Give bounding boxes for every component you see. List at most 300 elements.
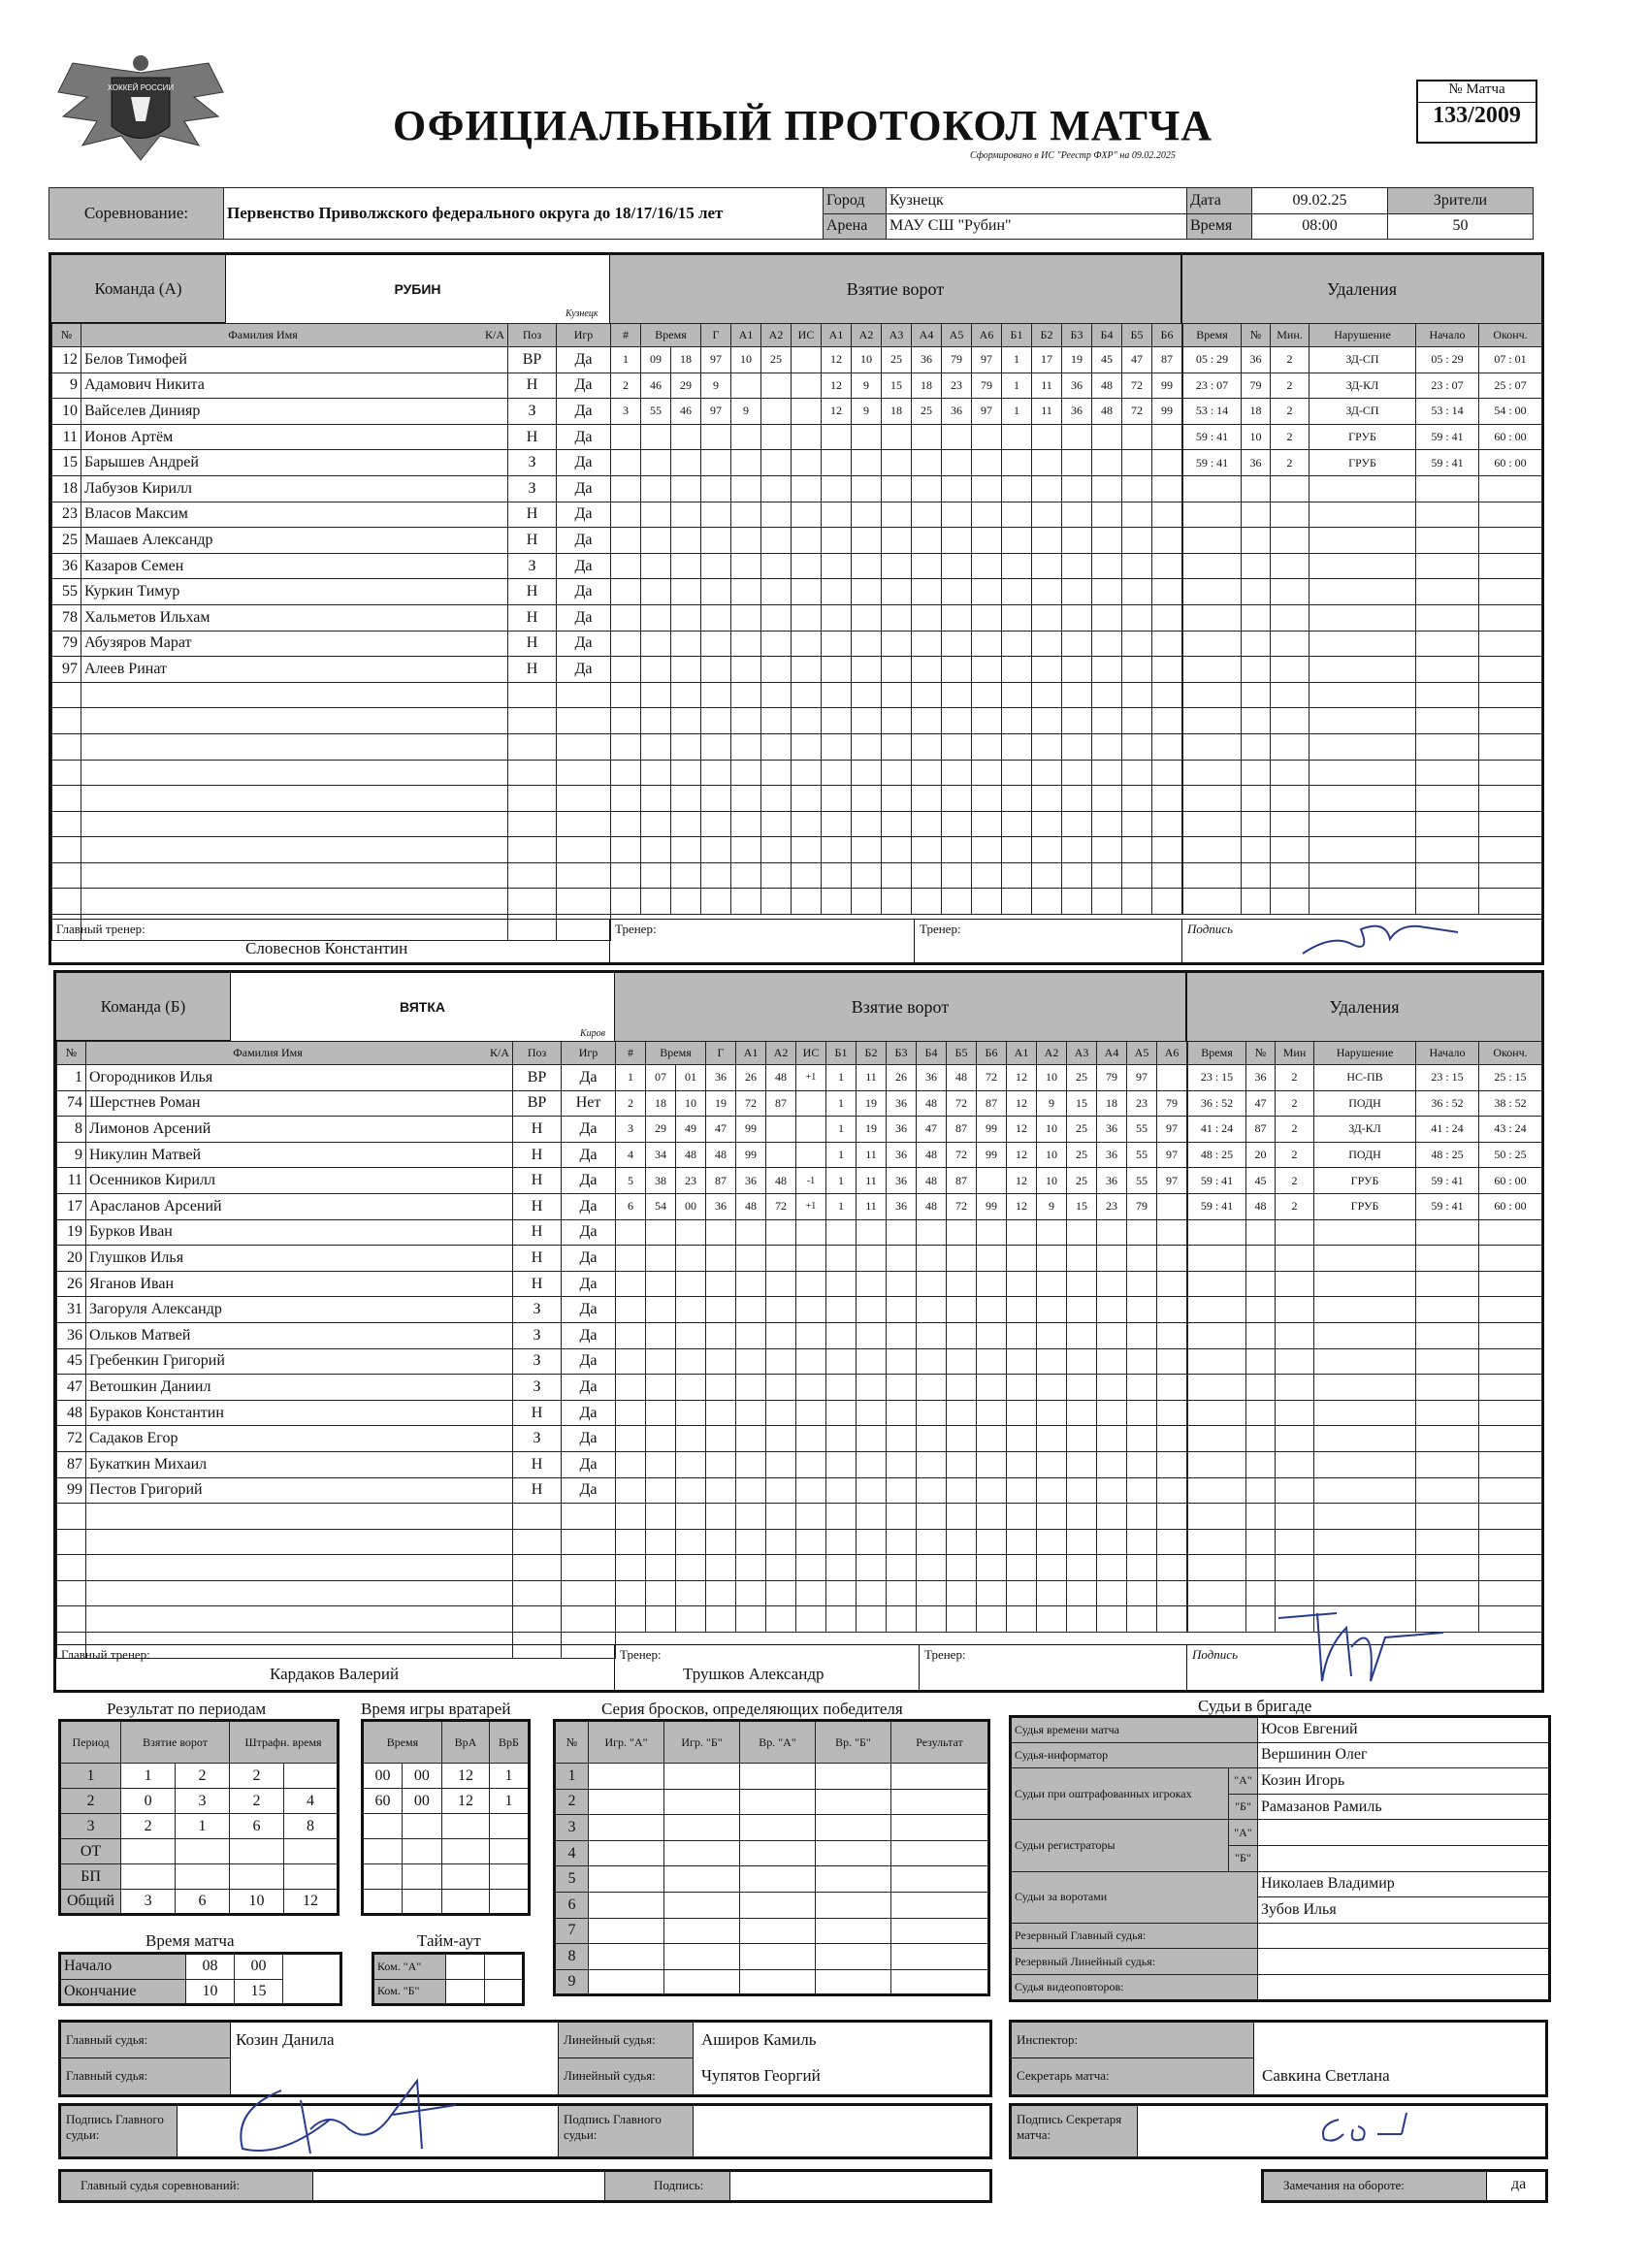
goal-cell xyxy=(822,811,852,837)
penalty-time xyxy=(1188,1271,1246,1297)
goal-cell xyxy=(736,1297,766,1323)
goal-cell xyxy=(822,475,852,502)
goal-cell xyxy=(917,1246,947,1272)
shootout-cell xyxy=(891,1969,989,1995)
goalie-value xyxy=(490,1814,530,1839)
goal-cell xyxy=(1122,604,1152,631)
penalty-start xyxy=(1416,604,1479,631)
player-name: Барышев Андрей xyxy=(81,450,508,476)
penalty-time xyxy=(1183,579,1242,605)
goal-cell xyxy=(857,1246,887,1272)
goal-cell: 99 xyxy=(736,1117,766,1143)
goal-cell xyxy=(706,1529,736,1555)
penalty-end xyxy=(1479,889,1542,915)
goal-cell xyxy=(942,579,972,605)
penalty-time xyxy=(1188,1322,1246,1348)
goal-cell xyxy=(972,604,1002,631)
penalty-player xyxy=(1246,1555,1276,1581)
goal-cell xyxy=(641,657,671,683)
player-played: Нет xyxy=(562,1090,616,1117)
penalty-time: 05 : 29 xyxy=(1183,347,1242,373)
goal-cell: 00 xyxy=(676,1193,706,1219)
player-name: Машаев Александр xyxy=(81,528,508,554)
goal-row xyxy=(611,502,1182,528)
goal-cell xyxy=(826,1322,857,1348)
player-position: З xyxy=(513,1297,562,1323)
team-a-label: Команда (А) xyxy=(51,255,226,323)
penalty-infraction xyxy=(1310,604,1416,631)
period-value xyxy=(230,1864,284,1890)
player-position xyxy=(508,837,557,863)
goal-cell xyxy=(1067,1555,1097,1581)
goal-cell xyxy=(792,424,822,450)
player-row xyxy=(57,1117,616,1143)
team-a-head-coach: Словеснов Константин xyxy=(245,939,408,957)
player-played: Да xyxy=(562,1193,616,1219)
goal-cell xyxy=(977,1271,1007,1297)
penalty-row xyxy=(1183,579,1542,605)
periods-h-goals: Взятие ворот xyxy=(121,1721,230,1764)
team-b-head-coach-label: Главный тренер: xyxy=(61,1647,150,1662)
goal-cell xyxy=(977,1426,1007,1452)
referee-signature xyxy=(223,2061,495,2168)
goal-judge-2: Зубов Илья xyxy=(1258,1897,1550,1924)
goal-cell xyxy=(857,1451,887,1477)
shootout-cell xyxy=(740,1944,816,1970)
team-a-coach2-label: Тренер: xyxy=(915,919,1182,965)
player-played: Да xyxy=(557,347,611,373)
goal-cell xyxy=(947,1606,977,1633)
shootout-cell xyxy=(816,1892,891,1918)
penalty-time: 53 : 14 xyxy=(1183,399,1242,425)
goal-cell xyxy=(882,889,912,915)
goal-cell: 19 xyxy=(857,1090,887,1117)
goal-cell xyxy=(761,553,792,579)
goal-cell: 72 xyxy=(947,1193,977,1219)
goal-cell xyxy=(796,1400,826,1426)
goal-cell xyxy=(611,682,641,708)
penalty-row xyxy=(1183,811,1542,837)
penalty-start xyxy=(1416,889,1479,915)
goal-cell xyxy=(852,475,882,502)
linesman-2-label: Линейный судья: xyxy=(558,2058,694,2094)
column-header: Б3 xyxy=(887,1042,917,1065)
goal-cell xyxy=(646,1322,676,1348)
shootout-cell xyxy=(891,1789,989,1815)
goal-cell xyxy=(641,579,671,605)
goal-cell xyxy=(1127,1246,1157,1272)
goal-cell xyxy=(977,1219,1007,1246)
goal-cell xyxy=(731,604,761,631)
goal-cell xyxy=(616,1400,646,1426)
penalty-end: 07 : 01 xyxy=(1479,347,1542,373)
goal-cell xyxy=(761,631,792,657)
goal-cell xyxy=(977,1375,1007,1401)
player-position: Н xyxy=(508,528,557,554)
goal-cell xyxy=(792,889,822,915)
goal-cell xyxy=(852,733,882,760)
penalty-end xyxy=(1479,1246,1542,1272)
penalty-end: 60 : 00 xyxy=(1479,1193,1542,1219)
goal-cell: 23 xyxy=(676,1168,706,1194)
goal-cell xyxy=(761,450,792,476)
player-row xyxy=(52,733,611,760)
penalty-row xyxy=(1183,502,1542,528)
shootout-cell xyxy=(664,1815,740,1841)
goal-cell xyxy=(887,1348,917,1375)
penalty-row xyxy=(1183,528,1542,554)
goal-cell xyxy=(646,1219,676,1246)
goal-row xyxy=(611,373,1182,399)
goal-cell xyxy=(822,786,852,812)
player-position: З xyxy=(513,1348,562,1375)
goal-row xyxy=(616,1375,1187,1401)
goal-cell xyxy=(1062,604,1092,631)
shootout-cell xyxy=(589,1918,664,1944)
team-b-coach2-label: Тренер: xyxy=(920,1644,1187,1691)
penalty-infraction xyxy=(1310,837,1416,863)
goal-cell xyxy=(766,1477,796,1504)
column-header: № xyxy=(555,1721,589,1764)
goal-cell xyxy=(1152,631,1182,657)
penalty-start xyxy=(1416,1246,1479,1272)
goal-cell xyxy=(1067,1400,1097,1426)
goal-cell xyxy=(1152,475,1182,502)
goal-cell xyxy=(977,1529,1007,1555)
penalty-row xyxy=(1188,1451,1542,1477)
goal-cell: 72 xyxy=(736,1090,766,1117)
goal-cell xyxy=(912,475,942,502)
player-name: Алеев Ринат xyxy=(81,657,508,683)
goal-cell: 99 xyxy=(977,1193,1007,1219)
goal-cell xyxy=(1157,1504,1187,1530)
penalty-player xyxy=(1242,837,1271,863)
penalty-player xyxy=(1242,682,1271,708)
goal-cell xyxy=(826,1477,857,1504)
penalty-row xyxy=(1188,1400,1542,1426)
player-name xyxy=(81,837,508,863)
goal-cell xyxy=(1062,760,1092,786)
penalty-time xyxy=(1183,657,1242,683)
penalty-row xyxy=(1188,1529,1542,1555)
goal-cell xyxy=(1002,553,1032,579)
player-position: Н xyxy=(513,1117,562,1143)
shootout-cell xyxy=(816,1764,891,1790)
goal-cell: 11 xyxy=(857,1168,887,1194)
player-name: Шерстнев Роман xyxy=(86,1090,513,1117)
goal-cell xyxy=(736,1426,766,1452)
goal-cell xyxy=(1032,631,1062,657)
penalty-player xyxy=(1242,502,1271,528)
goal-cell xyxy=(1007,1400,1037,1426)
goal-cell xyxy=(1157,1400,1187,1426)
shootout-cell xyxy=(664,1918,740,1944)
goal-cell xyxy=(857,1529,887,1555)
goal-cell: 72 xyxy=(1122,399,1152,425)
player-played xyxy=(557,760,611,786)
player-number: 97 xyxy=(52,657,81,683)
penalty-minutes xyxy=(1271,631,1310,657)
goal-cell xyxy=(1097,1451,1127,1477)
column-header: Начало xyxy=(1416,324,1479,347)
player-played xyxy=(562,1555,616,1581)
player-row xyxy=(57,1219,616,1246)
shootout-cell xyxy=(589,1815,664,1841)
goal-cell xyxy=(706,1606,736,1633)
shootout-row xyxy=(555,1918,989,1944)
goal-cell xyxy=(611,786,641,812)
player-number xyxy=(57,1529,86,1555)
goal-cell xyxy=(826,1426,857,1452)
player-name xyxy=(81,760,508,786)
goal-cell xyxy=(887,1297,917,1323)
goalie-value xyxy=(441,1839,489,1864)
player-number: 8 xyxy=(57,1117,86,1143)
period-name: Общий xyxy=(60,1890,121,1915)
player-position: З xyxy=(513,1426,562,1452)
date-label: Дата xyxy=(1187,188,1252,214)
inspector-box xyxy=(1009,2020,1548,2097)
penalty-infraction xyxy=(1314,1529,1416,1555)
penalty-row xyxy=(1183,760,1542,786)
goal-cell xyxy=(1062,811,1092,837)
penalty-b-value: Рамазанов Рамиль xyxy=(1258,1794,1550,1820)
goal-cell xyxy=(917,1322,947,1348)
player-position: Н xyxy=(513,1451,562,1477)
column-header: Вр. "Б" xyxy=(816,1721,891,1764)
match-start-min: 00 xyxy=(235,1954,283,1980)
player-name xyxy=(81,889,508,915)
goal-cell xyxy=(1067,1246,1097,1272)
player-played: Да xyxy=(557,450,611,476)
team-b-head-coach: Кардаков Валерий xyxy=(270,1665,400,1683)
period-value xyxy=(176,1839,230,1864)
penalty-b-label: "Б" xyxy=(1229,1794,1258,1820)
match-end-min: 15 xyxy=(235,1979,283,2005)
goal-cell xyxy=(942,502,972,528)
goal-row xyxy=(611,760,1182,786)
goal-cell: 36 xyxy=(887,1193,917,1219)
period-row xyxy=(60,1864,339,1890)
player-name: Власов Максим xyxy=(81,502,508,528)
goal-cell xyxy=(882,553,912,579)
goal-cell xyxy=(616,1477,646,1504)
goal-cell xyxy=(852,708,882,734)
goal-cell xyxy=(641,733,671,760)
match-number-label: № Матча xyxy=(1418,81,1536,103)
penalty-end xyxy=(1479,1297,1542,1323)
goal-cell xyxy=(1037,1297,1067,1323)
period-value: 1 xyxy=(121,1764,176,1789)
penalty-minutes: 2 xyxy=(1271,424,1310,450)
goal-cell xyxy=(882,475,912,502)
penalty-start xyxy=(1416,862,1479,889)
goal-cell xyxy=(1157,1451,1187,1477)
penalty-minutes xyxy=(1276,1529,1314,1555)
goal-cell xyxy=(1062,889,1092,915)
goal-cell xyxy=(1122,760,1152,786)
player-name: Белов Тимофей xyxy=(81,347,508,373)
goal-cell xyxy=(882,502,912,528)
goal-cell xyxy=(826,1555,857,1581)
goal-cell xyxy=(1092,786,1122,812)
column-header: А6 xyxy=(972,324,1002,347)
goal-cell xyxy=(1067,1451,1097,1477)
penalty-start xyxy=(1416,786,1479,812)
goal-cell xyxy=(917,1426,947,1452)
goal-cell xyxy=(852,502,882,528)
goal-cell xyxy=(1007,1375,1037,1401)
goalie-value xyxy=(402,1814,441,1839)
player-row xyxy=(57,1090,616,1117)
goal-cell xyxy=(792,733,822,760)
goal-cell xyxy=(792,579,822,605)
spectators-label: Зрители xyxy=(1388,188,1534,214)
goalie-row xyxy=(363,1789,530,1814)
goal-cell: 12 xyxy=(1007,1117,1037,1143)
goal-cell xyxy=(796,1271,826,1297)
timekeeper-label: Судья времени матча xyxy=(1011,1717,1258,1743)
goal-cell xyxy=(646,1504,676,1530)
goal-cell xyxy=(882,786,912,812)
goal-cell xyxy=(947,1504,977,1530)
penalty-player xyxy=(1242,604,1271,631)
goal-cell xyxy=(826,1606,857,1633)
penalty-player xyxy=(1242,553,1271,579)
goal-row xyxy=(616,1246,1187,1272)
player-played: Да xyxy=(562,1322,616,1348)
player-position xyxy=(508,760,557,786)
penalty-time xyxy=(1188,1555,1246,1581)
goal-cell xyxy=(1122,862,1152,889)
shootout-title: Серия бросков, определяющих победителя xyxy=(601,1700,903,1718)
goal-cell xyxy=(706,1504,736,1530)
goal-cell xyxy=(887,1606,917,1633)
goal-cell xyxy=(852,553,882,579)
penalty-end xyxy=(1479,475,1542,502)
goal-cell: 48 xyxy=(917,1142,947,1168)
penalty-end: 25 : 15 xyxy=(1479,1065,1542,1091)
goal-cell xyxy=(1092,733,1122,760)
goal-cell: 07 xyxy=(646,1065,676,1091)
goal-cell xyxy=(1062,528,1092,554)
referee-2-label: Главный судья: xyxy=(61,2058,231,2094)
player-number: 36 xyxy=(57,1322,86,1348)
column-header: Б6 xyxy=(977,1042,1007,1065)
goal-cell xyxy=(1067,1322,1097,1348)
goal-cell xyxy=(912,631,942,657)
goal-cell xyxy=(857,1271,887,1297)
penalty-player: 48 xyxy=(1246,1193,1276,1219)
goal-cell: 11 xyxy=(857,1065,887,1091)
goal-cell xyxy=(852,604,882,631)
goal-row xyxy=(616,1348,1187,1375)
penalty-minutes xyxy=(1271,475,1310,502)
goal-cell xyxy=(972,450,1002,476)
goal-cell xyxy=(1097,1219,1127,1246)
player-name: Яганов Иван xyxy=(86,1271,513,1297)
goal-cell xyxy=(1002,682,1032,708)
shootout-cell xyxy=(816,1918,891,1944)
periods-h-pim: Штрафн. время xyxy=(230,1721,339,1764)
goal-cell xyxy=(1157,1580,1187,1606)
goal-cell xyxy=(641,811,671,837)
goal-cell xyxy=(857,1426,887,1452)
penalty-minutes xyxy=(1271,786,1310,812)
goal-cell: 79 xyxy=(1157,1090,1187,1117)
goal-cell xyxy=(671,450,701,476)
player-position xyxy=(513,1504,562,1530)
goal-cell xyxy=(792,553,822,579)
goal-cell xyxy=(942,682,972,708)
goal-cell xyxy=(1032,475,1062,502)
player-number: 36 xyxy=(52,553,81,579)
column-header: Б1 xyxy=(1002,324,1032,347)
goal-cell xyxy=(947,1451,977,1477)
goal-cell xyxy=(706,1555,736,1581)
goal-cell xyxy=(1007,1348,1037,1375)
goal-cell xyxy=(796,1142,826,1168)
goal-cell xyxy=(766,1580,796,1606)
goal-cell xyxy=(1097,1246,1127,1272)
player-name: Куркин Тимур xyxy=(81,579,508,605)
player-played xyxy=(562,1529,616,1555)
player-position: Н xyxy=(508,579,557,605)
goalie-value xyxy=(363,1890,403,1915)
timeout-a-label: Ком. "А" xyxy=(373,1954,446,1980)
goalie-value: 1 xyxy=(490,1764,530,1789)
goal-cell xyxy=(912,528,942,554)
timeout-table xyxy=(372,1952,525,2006)
goal-row xyxy=(616,1529,1187,1555)
goal-cell: 55 xyxy=(1127,1117,1157,1143)
player-number xyxy=(52,811,81,837)
goal-cell xyxy=(882,450,912,476)
goal-cell: 25 xyxy=(882,347,912,373)
goalie-value xyxy=(402,1839,441,1864)
goal-row xyxy=(616,1090,1187,1117)
goal-cell xyxy=(761,579,792,605)
team-a-goals-table xyxy=(610,323,1182,915)
goal-cell xyxy=(736,1271,766,1297)
column-header: ИС xyxy=(796,1042,826,1065)
player-number: 47 xyxy=(57,1375,86,1401)
player-name xyxy=(86,1606,513,1633)
goal-cell: 9 xyxy=(1037,1090,1067,1117)
penalty-end xyxy=(1479,837,1542,863)
goal-cell: 15 xyxy=(1067,1193,1097,1219)
penalty-row xyxy=(1183,889,1542,915)
goal-cell: 36 xyxy=(887,1168,917,1194)
goal-cell xyxy=(706,1375,736,1401)
team-b-coach-label: Тренер: xyxy=(620,1647,662,1662)
goal-cell xyxy=(977,1168,1007,1194)
player-number: 11 xyxy=(57,1168,86,1194)
goal-cell xyxy=(1092,682,1122,708)
goal-row xyxy=(611,811,1182,837)
goal-cell xyxy=(766,1504,796,1530)
penalty-minutes: 2 xyxy=(1276,1090,1314,1117)
goal-cell xyxy=(676,1477,706,1504)
penalty-end xyxy=(1479,682,1542,708)
goal-cell xyxy=(882,862,912,889)
goal-cell: 55 xyxy=(1127,1142,1157,1168)
goalie-value xyxy=(441,1890,489,1915)
period-value: 0 xyxy=(121,1789,176,1814)
penalty-infraction: ГРУБ xyxy=(1310,424,1416,450)
goal-cell xyxy=(1097,1580,1127,1606)
federation-emblem-icon xyxy=(53,53,228,170)
